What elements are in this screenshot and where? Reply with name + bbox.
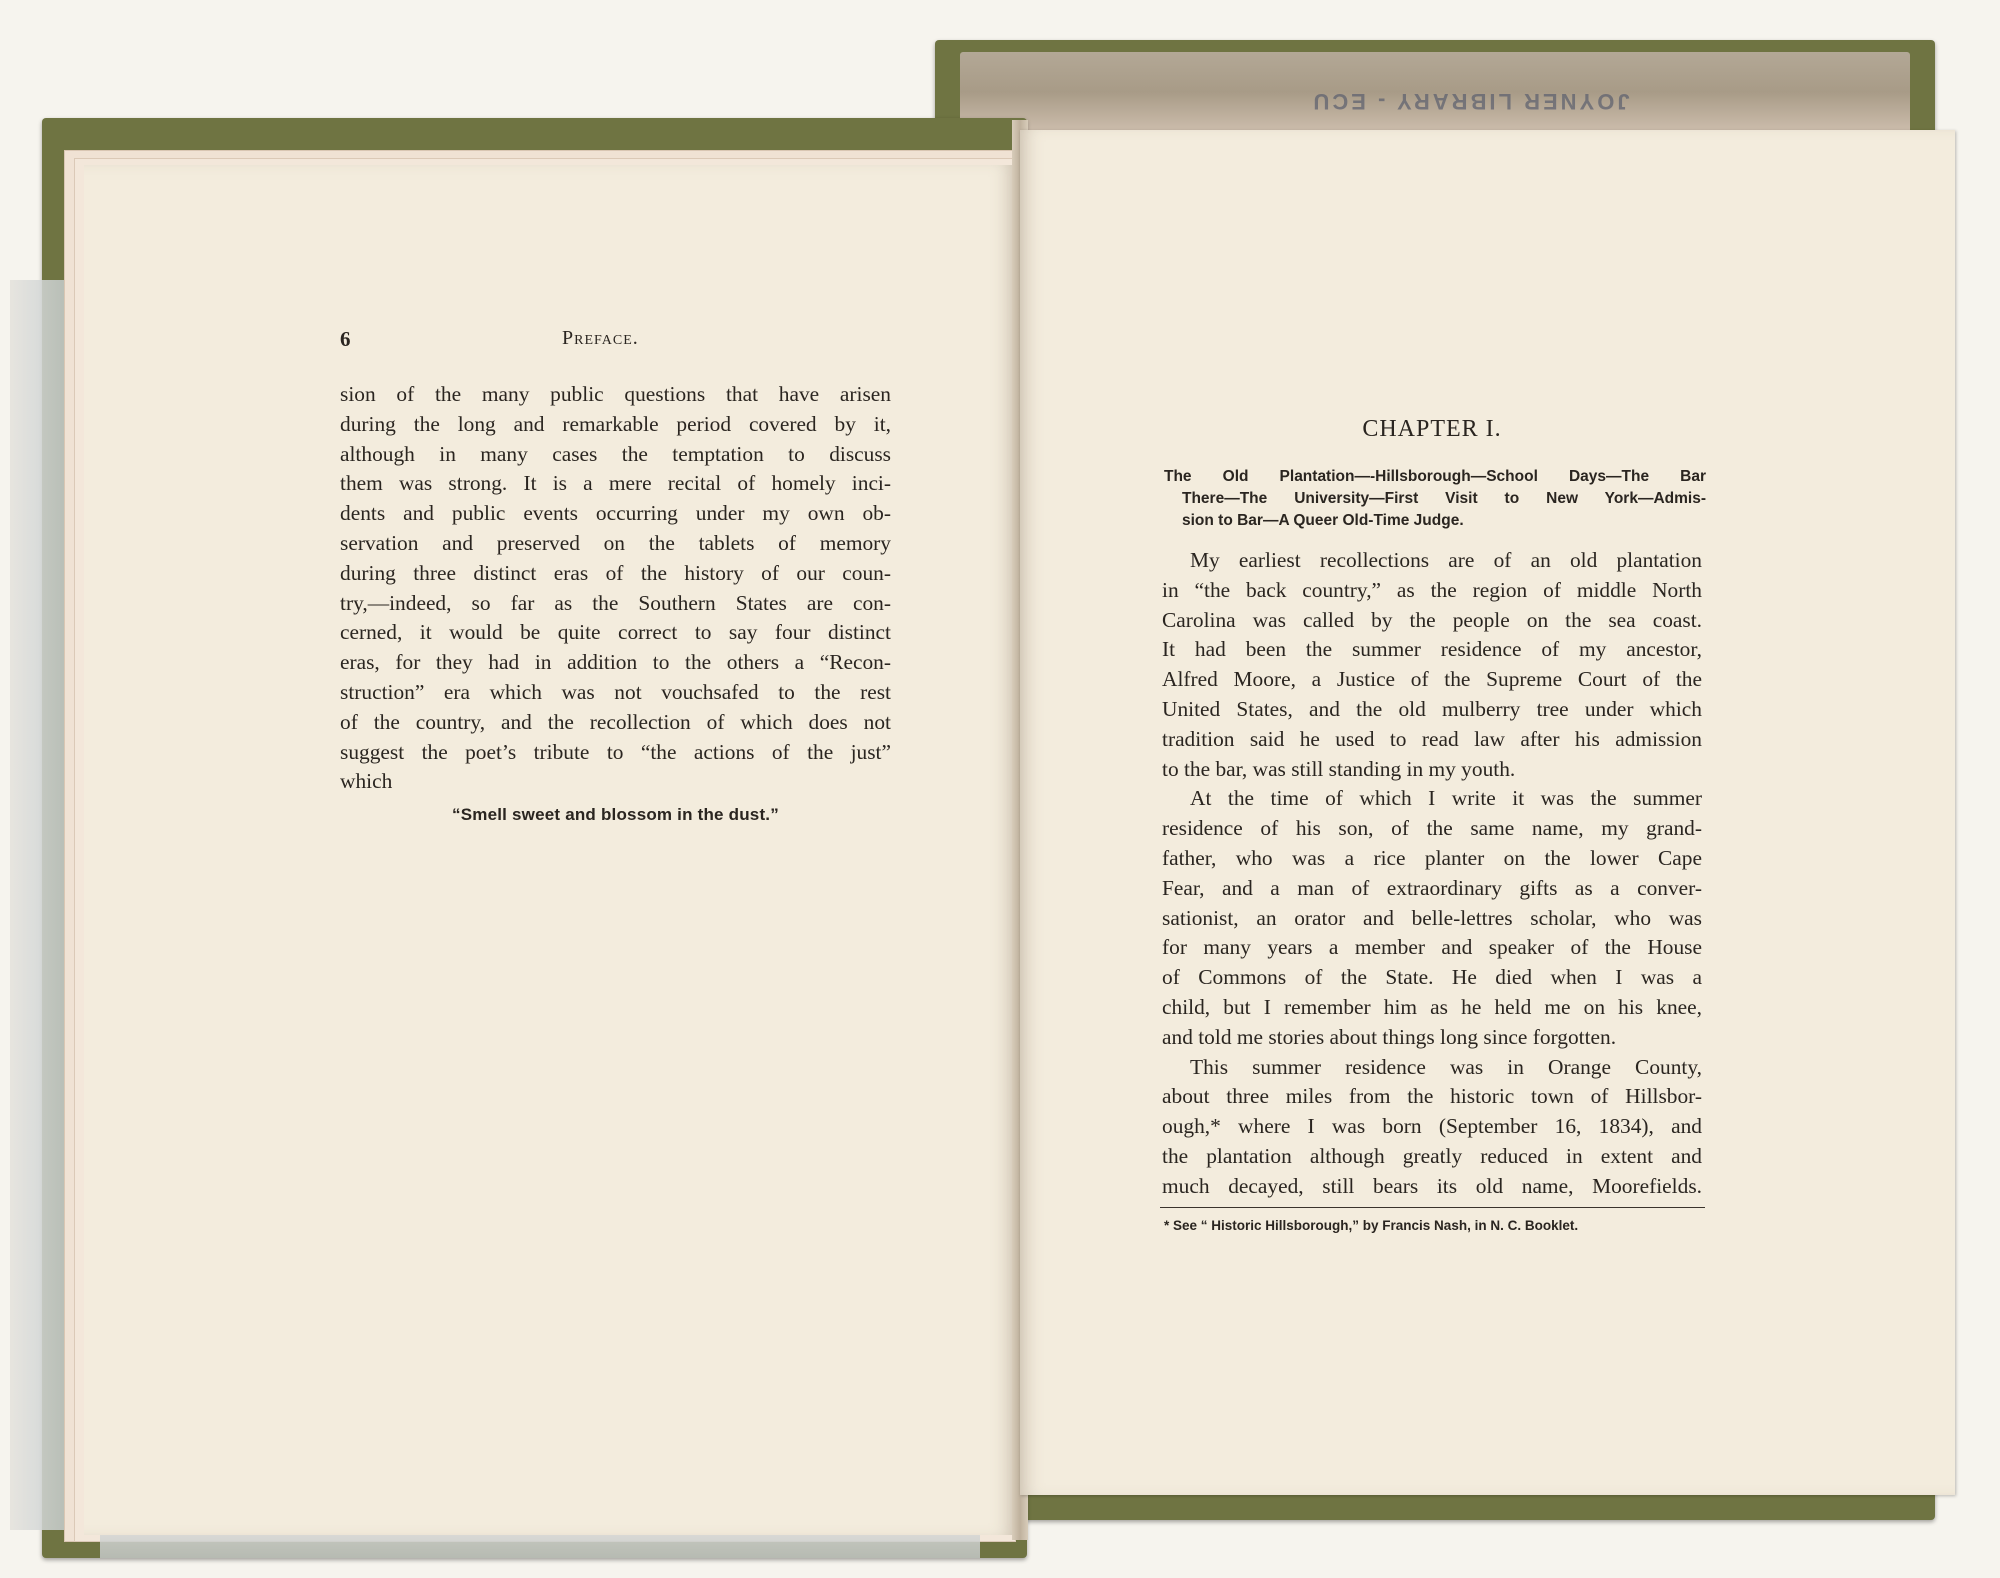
- text-line: them was strong. It is a mere recital of homely inci-: [340, 471, 891, 496]
- summary-line: The Old Plantation—-Hillsborough—School Days—The Bar: [1164, 468, 1706, 485]
- text-line: Carolina was called by the people on the sea coast.: [1162, 607, 1702, 632]
- text-line: of the country, and the recollection of which does not: [340, 709, 891, 734]
- poem-quote: “Smell sweet and blossom in the dust.”: [452, 805, 779, 824]
- text-line: father, who was a rice planter on the lower Cape: [1162, 845, 1702, 870]
- page-number: 6: [340, 327, 351, 351]
- text-line: in “the back country,” as the region of middle North: [1162, 577, 1702, 602]
- text-line: which: [340, 769, 393, 794]
- text-line: servation and preserved on the tablets of memory: [340, 530, 891, 555]
- text-line: sationist, an orator and belle-lettres scholar, who was: [1162, 905, 1702, 930]
- text-line: residence of his son, of the same name, my grand-: [1162, 816, 1702, 841]
- summary-line: There—The University—First Visit to New York—Admis-: [1182, 490, 1706, 507]
- text-line: eras, for they had in addition to the others a “Recon-: [340, 650, 891, 675]
- running-title: Preface.: [562, 327, 639, 349]
- text-line: It had been the summer residence of my ancestor,: [1162, 637, 1702, 662]
- text-line: suggest the poet’s tribute to “the actions of the just”: [340, 739, 891, 764]
- text-line: sion of the many public questions that have arisen: [340, 382, 891, 406]
- running-head: [340, 327, 890, 357]
- text-line: and told me stories about things long since forgotten.: [1162, 1024, 1617, 1049]
- chapter-title: CHAPTER I.: [1362, 416, 1502, 442]
- text-line: during three distinct eras of the history of our coun-: [340, 560, 891, 585]
- text-line: to the bar, was still standing in my youth.: [1162, 756, 1516, 781]
- text-line: child, but I remember him as he held me on his knee,: [1162, 994, 1702, 1019]
- text-line: At the time of which I write it was the summer: [1190, 786, 1702, 811]
- text-line: about three miles from the historic town of Hillsbor-: [1162, 1084, 1702, 1109]
- text-line: for many years a member and speaker of the House: [1162, 935, 1702, 960]
- text-line: much decayed, still bears its old name, Moorefields.: [1162, 1173, 1702, 1198]
- footnote-rule: [1160, 1207, 1705, 1208]
- left-page: [84, 165, 1014, 1535]
- text-line: My earliest recollections are of an old plantation: [1190, 548, 1702, 572]
- text-line: ough,* where I was born (September 16, 1834), and: [1162, 1114, 1702, 1139]
- text-line: struction” era which was not vouchsafed to the rest: [340, 679, 891, 704]
- text-line: the plantation although greatly reduced in extent and: [1162, 1143, 1702, 1168]
- text-line: This summer residence was in Orange County,: [1190, 1054, 1702, 1079]
- text-line: dents and public events occurring under my own ob-: [340, 501, 891, 526]
- preface-text: [340, 380, 891, 797]
- text-line: try,—indeed, so far as the Southern States are con-: [340, 590, 891, 615]
- footnote: * See “ Historic Hillsborough,” by Francis Nash, in N. C. Booklet.: [1164, 1218, 1579, 1233]
- text-line: although in many cases the temptation to discuss: [340, 441, 891, 466]
- text-line: tradition said he used to read law after his admission: [1162, 726, 1702, 751]
- text-line: Alfred Moore, a Justice of the Supreme Court of the: [1162, 667, 1702, 692]
- text-line: cerned, it would be quite correct to say four distinct: [340, 620, 891, 645]
- text-line: during the long and remarkable period covered by it,: [340, 411, 891, 436]
- chapter-text: [1162, 546, 1702, 1202]
- library-stamp: JOYNER LIBRARY - ECU: [1310, 89, 1630, 114]
- text-line: Fear, and a man of extraordinary gifts as a conver-: [1162, 875, 1702, 900]
- repair-tape-spine: [10, 280, 65, 1530]
- chapter-summary: [1164, 466, 1706, 532]
- text-line: United States, and the old mulberry tree under which: [1162, 696, 1702, 721]
- text-line: of Commons of the State. He died when I was a: [1162, 965, 1702, 990]
- summary-line: sion to Bar—A Queer Old-Time Judge.: [1182, 512, 1464, 529]
